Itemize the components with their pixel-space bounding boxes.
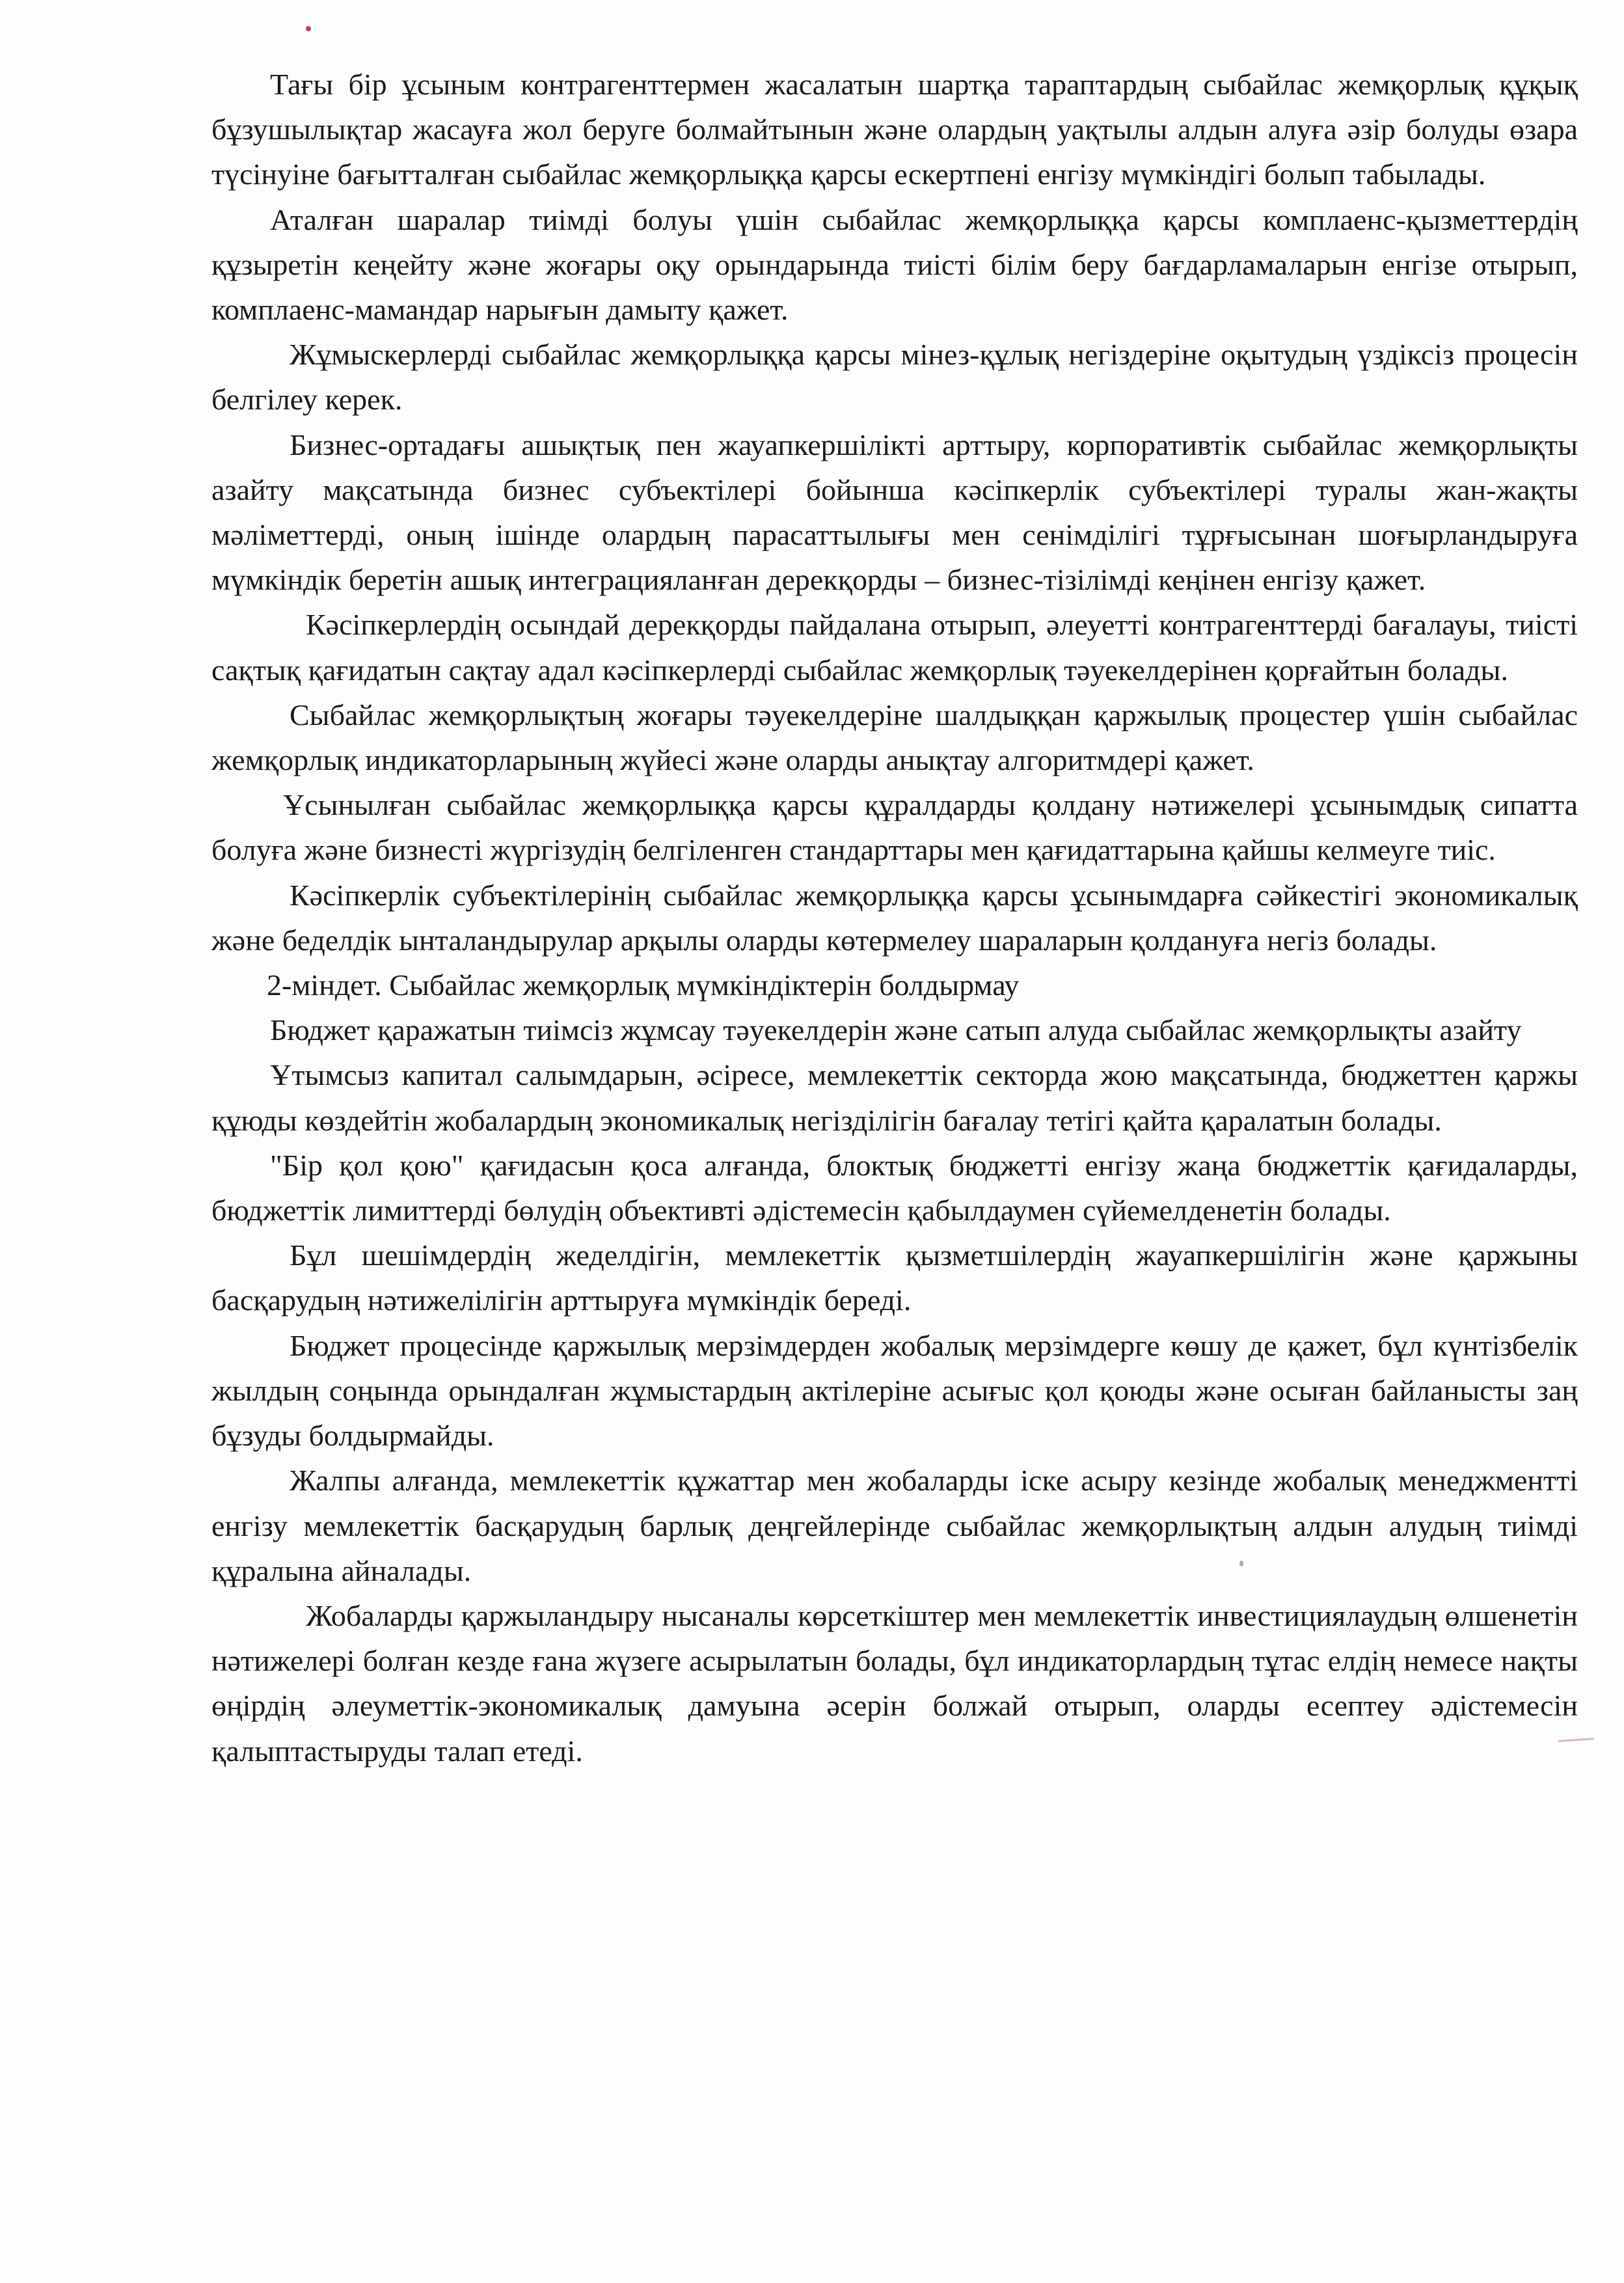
paragraph-tool-results: Ұсынылған сыбайлас жемқорлыққа қарсы құралдарды қолдану нәтижелері ұсынымдық сипатта болуға және бизнесті жүргізудің белгіленген стандарттары мен қағидаттарына қайшы келмеуге тиіс. [211, 788, 1578, 867]
paragraph-risk-indicators: Сыбайлас жемқорлықтың жоғары тәуекелдеріне шалдыққан қаржылық процестер үшін сыбайлас жемқорлық индикаторларының жүйесі және оларды анықтау алгоритмдері қажет. [211, 698, 1578, 777]
paragraph-project-management: Жалпы алғанда, мемлекеттік құжаттар мен жобаларды іске асыру кезінде жобалық менеджментті енгізу мемлекеттік басқарудың барлық деңгейлерінде сыбайлас жемқорлықтың алдын алудың тиімді құралына айналады. [211, 1464, 1578, 1587]
paragraph-employee-training: Жұмыскерлерді сыбайлас жемқорлыққа қарсы мінез-құлық негіздеріне оқытудың үздіксіз процесін белгілеу керек. [211, 338, 1578, 417]
paragraph-capital-investments: Ұтымсыз капитал салымдарын, әсіресе, мемлекеттік секторда жою мақсатында, бюджеттен қаржы құюды көздейтін жобалардың экономикалық негізділігін бағалау тетігі қайта қаралатын болады. [211, 1058, 1578, 1137]
paragraph-compliance-services: Аталған шаралар тиімді болуы үшін сыбайлас жемқорлыққа қарсы комплаенс-қызметтердің құзыретін кеңейту және жоғары оқу орындарында тиісті білім беру бағдарламаларын енгізе отырып, комплаенс-мамандар нарығын дамыту қажет. [211, 202, 1578, 327]
paragraph-project-financing: Жобаларды қаржыландыру нысаналы көрсеткіштер мен мемлекеттік инвестициялаудың өлшенетін нәтижелері болған кезде ғана жүзеге асырылатын болады, бұл индикаторлардың тұтас елдің немесе нақты өңірдің әлеуметтік-экономикалық дамуына әсерін болжай отырып, оларды есептеу әдістемесін қалыптастыруды талап етеді. [211, 1598, 1578, 1768]
paragraph-block-budget: "Бір қол қою" қағидасын қоса алғанда, блоктық бюджетті енгізу жаңа бюджеттік қағидаларды, бюджеттік лимиттерді бөлудің объективті әдістемесін қабылдаумен сүйемелденетін болады. [211, 1148, 1578, 1227]
paragraph-counterparty-assessment: Кәсіпкерлердің осындай дерекқорды пайдалана отырып, әлеуетті контрагенттерді бағалауы, тиісті сақтық қағидатын сақтау адал кәсіпкерлерді сыбайлас жемқорлық тәуекелдерінен қорғайтын болады. [211, 608, 1578, 687]
paragraph-incentives: Кәсіпкерлік субъектілерінің сыбайлас жемқорлыққа қарсы ұсынымдарға сәйкестігі экономикалық және беделдік ынталандырулар арқылы оларды көтермелеу шараларын қолдануға негіз болады. [211, 878, 1578, 957]
paragraph-decision-speed: Бұл шешімдердің жеделдігін, мемлекеттік қызметшілердің жауапкершілігін және қаржыны басқарудың нәтижелілігін арттыруға мүмкіндік береді. [211, 1238, 1578, 1317]
paragraph-business-registry: Бизнес-ортадағы ашықтық пен жауапкершілікті арттыру, корпоративтік сыбайлас жемқорлықты азайту мақсатында бизнес субъектілері бойынша кәсіпкерлік субъектілері туралы жан-жақты мәліметтерді, оның ішінде олардың парасаттылығы мен сенімділігі тұрғысынан шоғырландыруға мүмкіндік беретін ашық интеграцияланған дерекқорды – бизнес-тізілімді кеңінен енгізу қажет. [211, 428, 1578, 597]
ink-dot-mark [306, 26, 311, 31]
subtask-heading: Бюджет қаражатын тиімсіз жұмсау тәуекелдерін және сатып алуда сыбайлас жемқорлықты азайту [270, 1013, 1522, 1047]
paragraph-project-deadlines: Бюджет процесінде қаржылық мерзімдерден жобалық мерзімдерге көшу де қажет, бұл күнтізбелік жылдың соңында орындалған жұмыстардың актілеріне асығыс қол қоюды және осыған байланысты заң бұзуды болдырмайды. [211, 1328, 1578, 1453]
paragraph-contract-clause: Тағы бір ұсыным контрагенттермен жасалатын шартқа тараптардың сыбайлас жемқорлық құқық бұзушылықтар жасауға жол беруге болмайтынын және олардың уақтылы алдын алуға әзір болуды өзара түсінуіне бағытталған сыбайлас жемқорлыққа қарсы ескертпені енгізу мүмкіндігі болып табылады. [211, 68, 1578, 191]
document-body [211, 62, 1578, 1773]
task-heading: 2-міндет. Сыбайлас жемқорлық мүмкіндіктерін болдырмау [267, 968, 1020, 1002]
